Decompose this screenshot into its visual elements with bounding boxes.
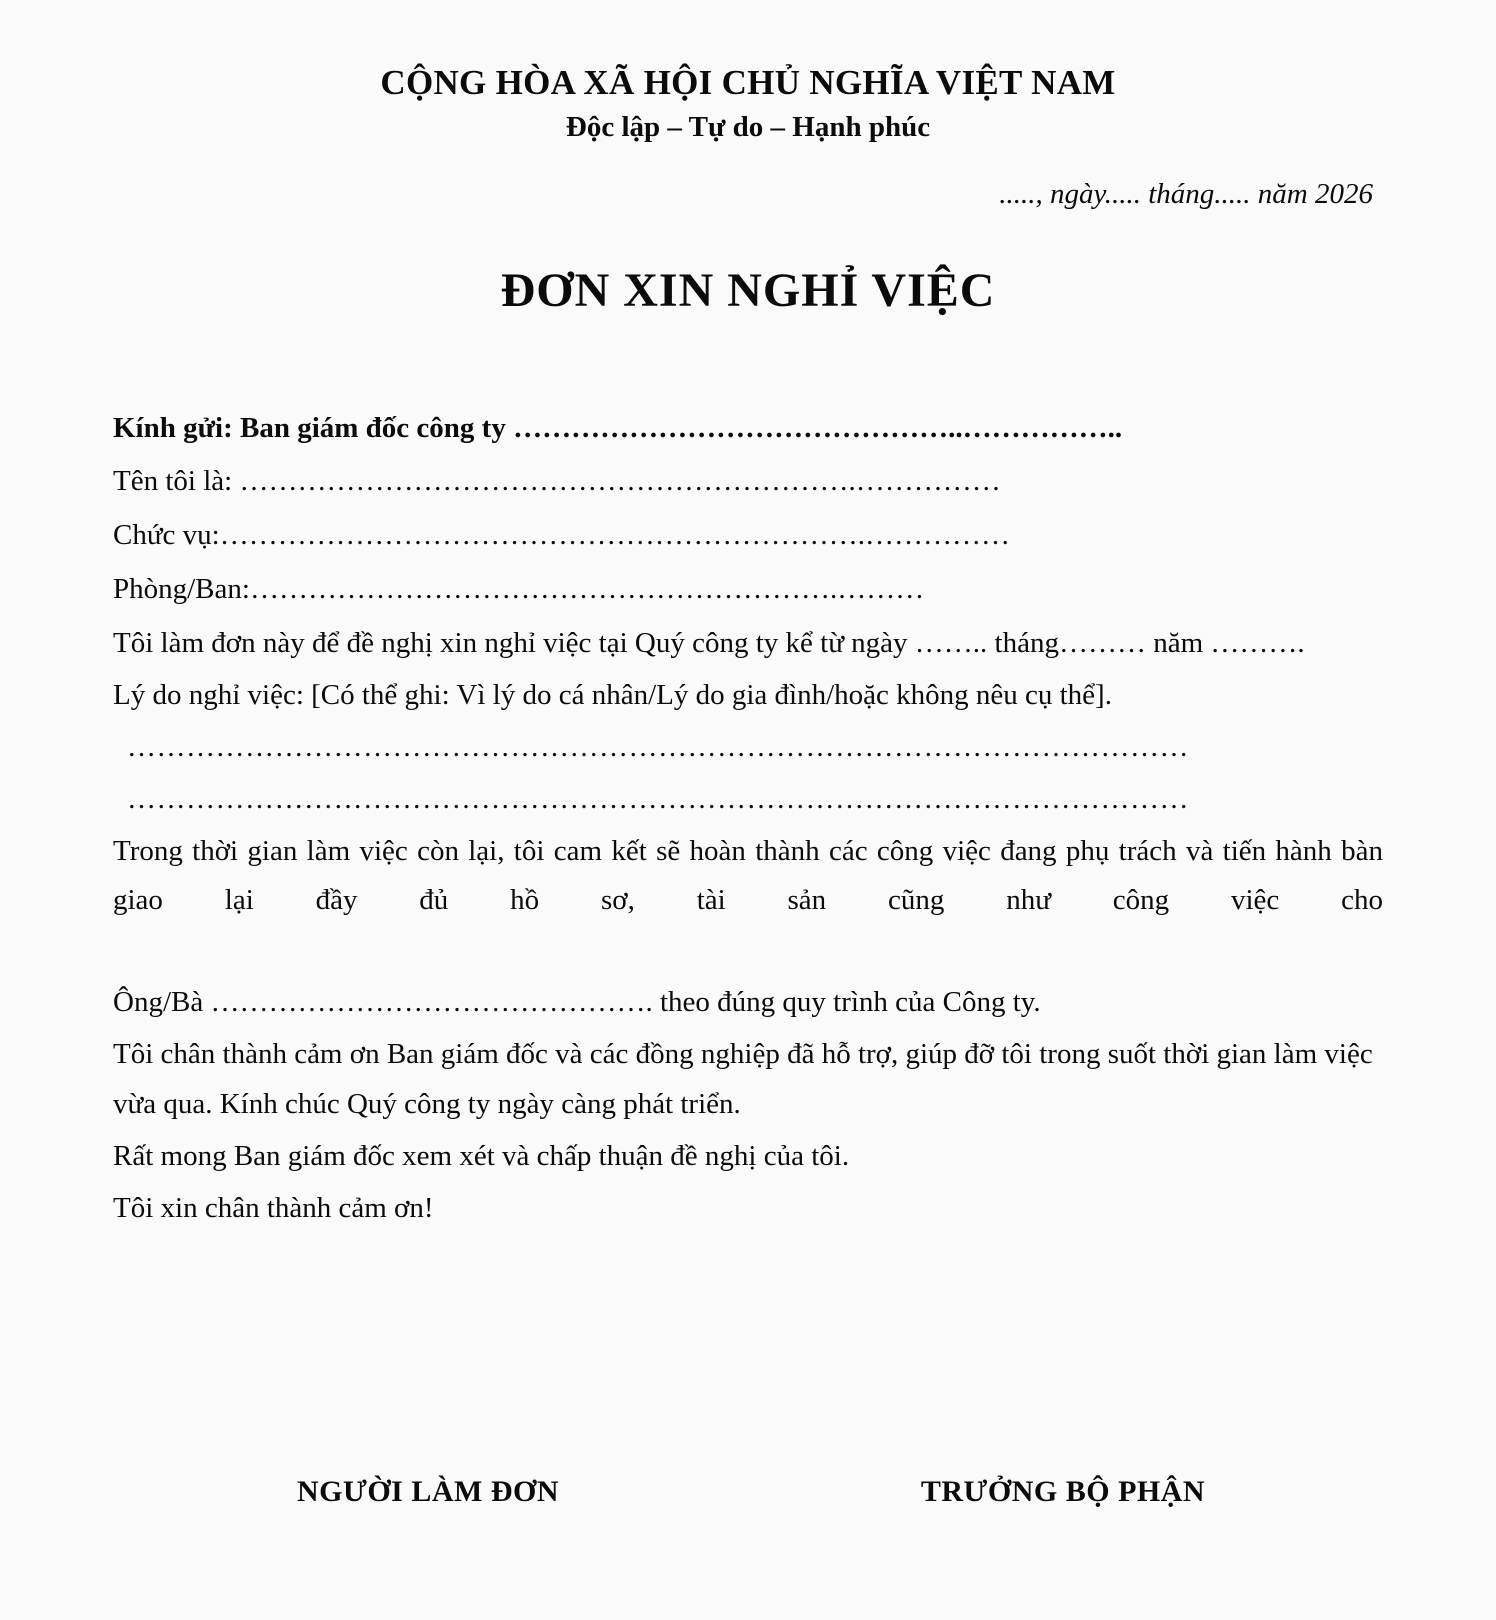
recipient-dots[interactable]: ………………………………………..…………….. xyxy=(513,411,1123,444)
signature-row xyxy=(113,1475,1383,1509)
signature-applicant: NGƯỜI LÀM ĐƠN xyxy=(296,1475,560,1508)
date-line: ....., ngày..... tháng..... năm 2026 xyxy=(999,177,1373,210)
handover-paragraph: Trong thời gian làm việc còn lại, tôi cam kết sẽ hoàn thành các công việc đang phụ trách và tiến hành bàn giao lại đầy đủ hồ sơ, tài sản cũng như công việc cho xyxy=(113,834,1383,917)
document-body xyxy=(113,404,1383,1234)
approval-request-line: Rất mong Ban giám đốc xem xét và chấp thuận đề nghị của tôi. xyxy=(113,1139,850,1172)
closing-line: Tôi xin chân thành cảm ơn! xyxy=(113,1191,434,1224)
handover-name-dots[interactable]: ………………………………………. xyxy=(210,986,653,1019)
reason-blank-line-2[interactable]: ……………………………………………………………………………………………… xyxy=(127,782,1189,815)
field-position-line xyxy=(113,511,1383,561)
national-motto: Độc lập – Tự do – Hạnh phúc xyxy=(565,111,931,144)
field-name-label: Tên tôi là: xyxy=(113,465,240,498)
national-header xyxy=(113,0,1383,146)
reason-blank-line-1[interactable]: ……………………………………………………………………………………………… xyxy=(127,730,1189,763)
field-name-dots[interactable]: ……………………………………………………….…………… xyxy=(239,465,1001,498)
field-name-line xyxy=(113,457,1383,507)
field-department-line xyxy=(113,565,1383,615)
field-department-dots[interactable]: …………………………………………………….……… xyxy=(249,573,925,606)
document-content xyxy=(113,0,1383,1508)
handover-name-label: Ông/Bà xyxy=(113,986,211,1019)
recipient-label: Kính gửi: Ban giám đốc công ty xyxy=(113,411,514,444)
resignation-request-paragraph: Tôi làm đơn này để đề nghị xin nghỉ việc tại Quý công ty kể từ ngày …….. tháng……… năm ………. xyxy=(113,627,1305,660)
reason-label-line: Lý do nghỉ việc: [Có thể ghi: Vì lý do cá nhân/Lý do gia đình/hoặc không nêu cụ thể]. xyxy=(113,678,1112,711)
signature-department-head: TRƯỞNG BỘ PHẬN xyxy=(920,1475,1206,1508)
page-title: ĐƠN XIN NGHỈ VIỆC xyxy=(500,263,996,317)
nation-title: CỘNG HÒA XÃ HỘI CHỦ NGHĨA VIỆT NAM xyxy=(380,63,1116,102)
handover-name-suffix: theo đúng quy trình của Công ty. xyxy=(652,986,1041,1019)
field-position-dots[interactable]: ………………………………………………………….…………… xyxy=(219,519,1010,552)
recipient-line xyxy=(113,404,1383,454)
handover-name-line xyxy=(113,978,1383,1028)
field-department-label: Phòng/Ban: xyxy=(113,573,250,606)
field-position-label: Chức vụ: xyxy=(113,519,220,552)
thanks-paragraph: Tôi chân thành cảm ơn Ban giám đốc và các đồng nghiệp đã hỗ trợ, giúp đỡ tôi trong suốt thời gian làm việc vừa qua. Kính chúc Quý công ty ngày càng phát triển. xyxy=(113,1038,1373,1120)
